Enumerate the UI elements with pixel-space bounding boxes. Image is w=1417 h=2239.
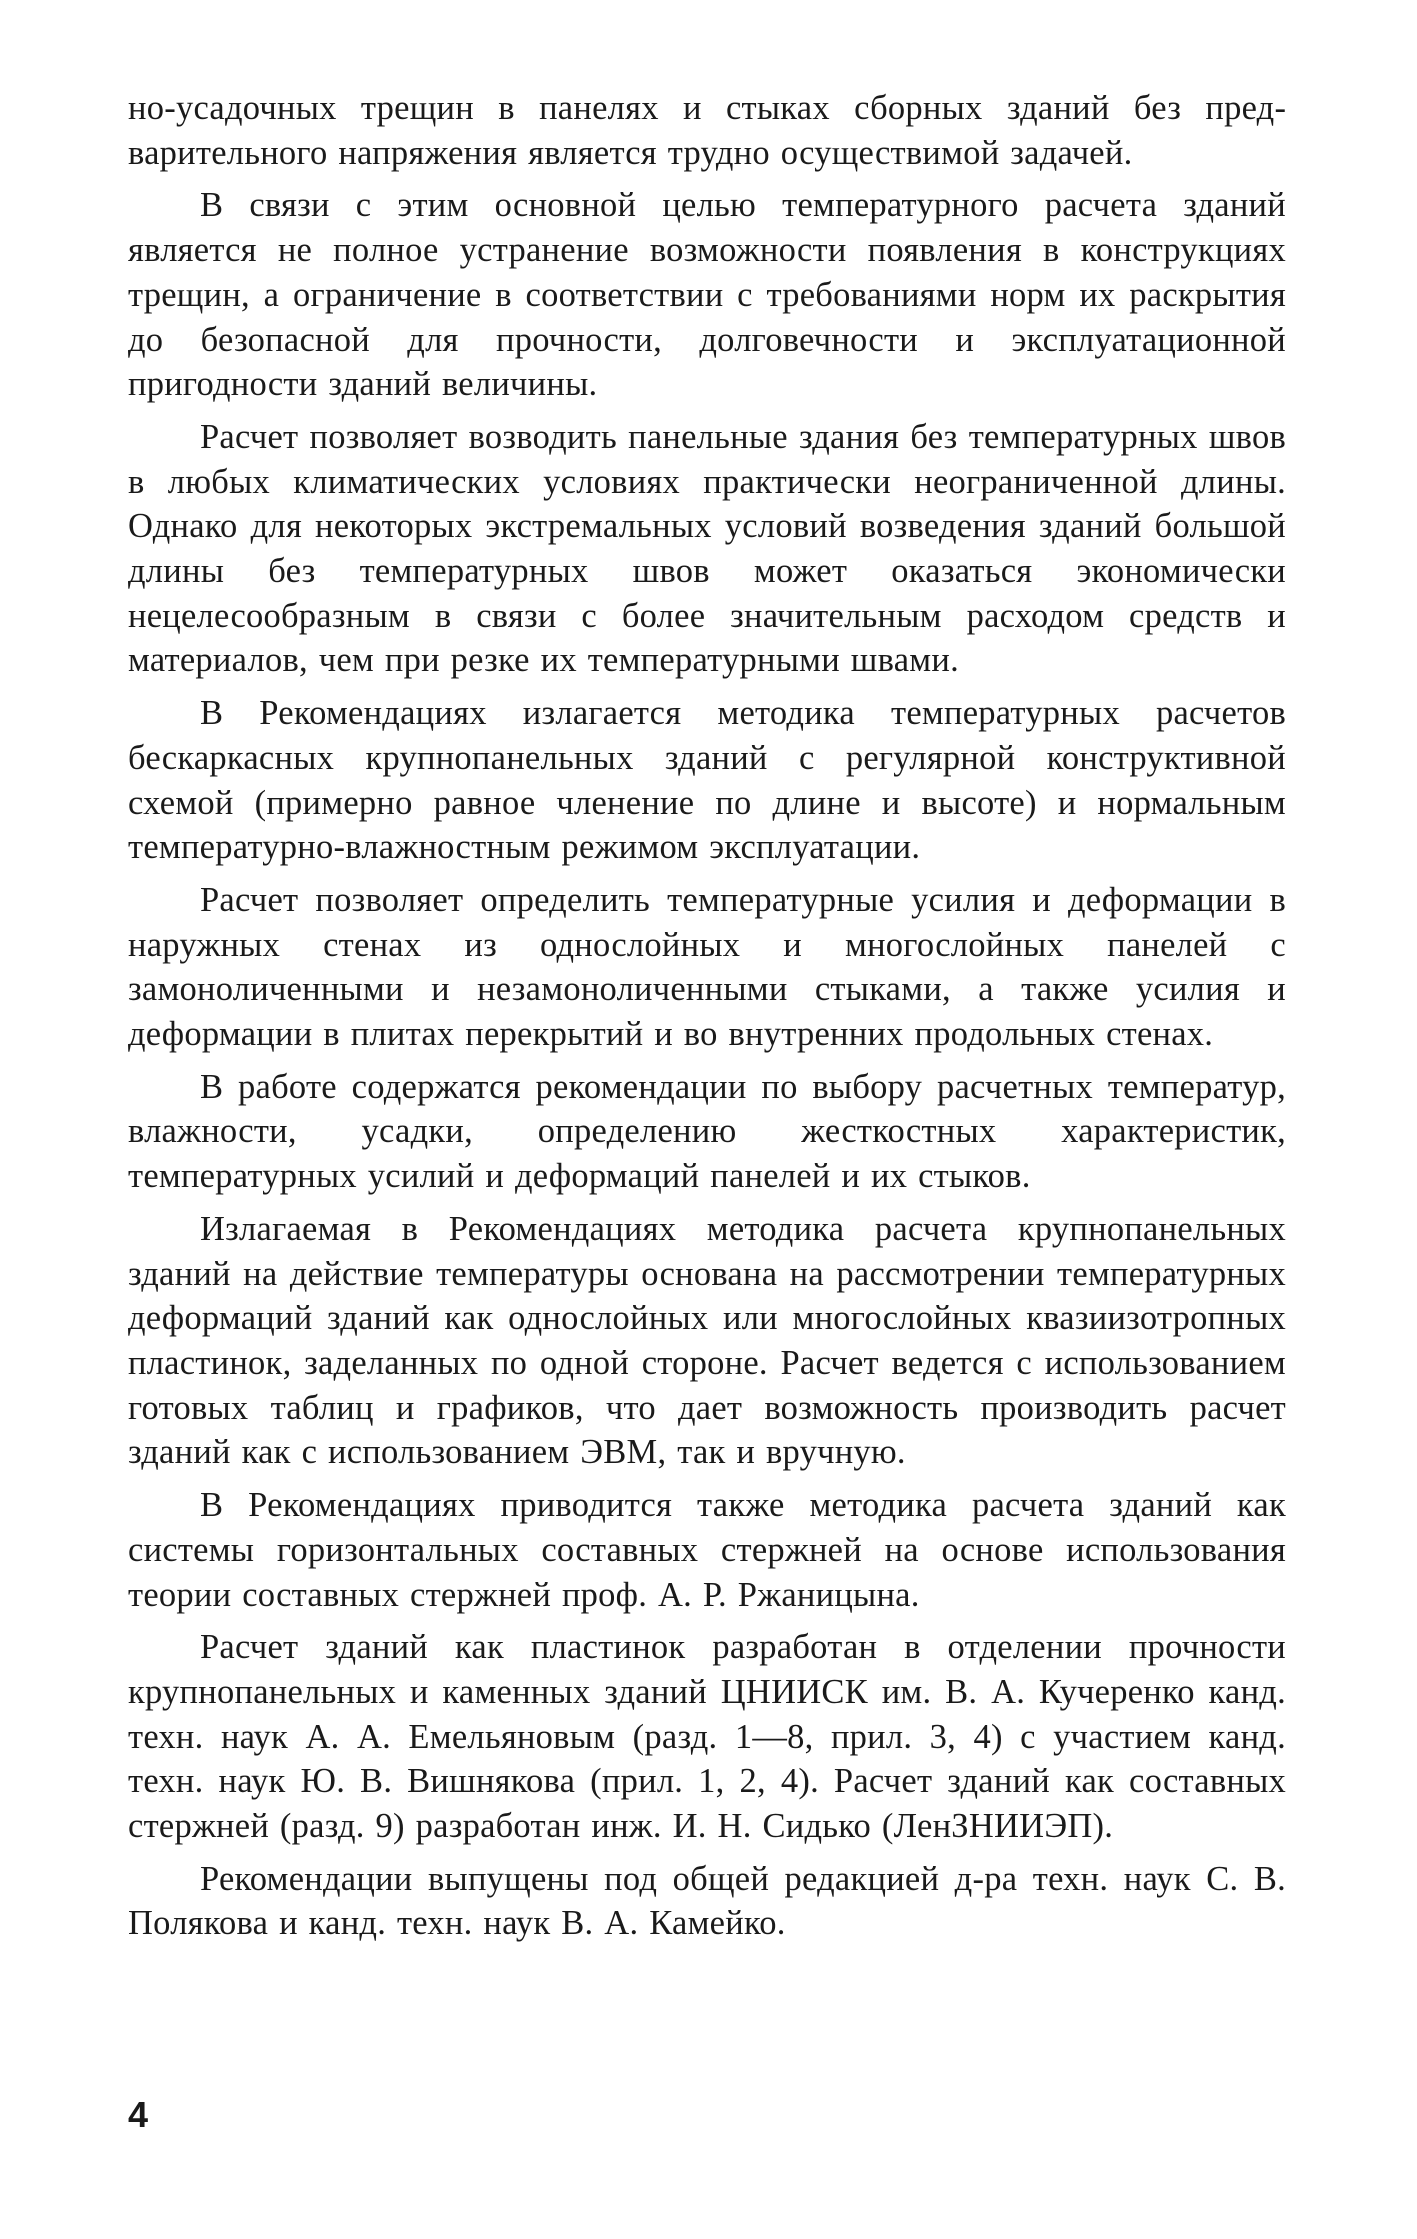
page-body (128, 86, 1286, 1954)
paragraph-5: Расчет позволяет определить температурные усилия и деформации в наружных стенах из однослойных и многослойных панелей с замоноличенными и незамоноличенными стыками, а также усилия и деформации в плитах перекрытий и во внутренних продольных стенах. (128, 880, 1286, 1054)
paragraph-10: Рекомендации выпущены под общей редакцией д-ра техн. наук С. В. Полякова и канд. техн. наук В. А. Камейко. (128, 1859, 1286, 1943)
paragraph-3: Расчет позволяет возводить панельные здания без температурных швов в любых климатических условиях практически неограниченной длины. Однако для некоторых экстремальных условий возведения зданий большой длины без температурных швов может оказаться экономически нецелесообразным в связи с более значительным расходом средств и материалов, чем при резке их температурными швами. (128, 417, 1286, 680)
paragraph-9: Расчет зданий как пластинок разработан в отделении прочности крупнопанельных и каменных зданий ЦНИИСК им. В. А. Кучеренко канд. техн. наук А. А. Емельяновым (разд. 1—8, прил. 3, 4) с участием канд. техн. наук Ю. В. Вишнякова (прил. 1, 2, 4). Расчет зданий как составных стержней (разд. 9) разработан инж. И. Н. Сидько (ЛенЗНИИЭП). (128, 1628, 1286, 1846)
paragraph-4: В Рекомендациях излагается методика температурных расчетов бескаркасных крупнопанельных зданий с регулярной конструктивной схемой (примерно равное членение по длине и высоте) и нормальным температурно-влажностным режимом эксплуатации. (128, 694, 1286, 867)
paragraph-1: но-усадочных трещин в панелях и стыках сборных зданий без предварительного напряжения является трудно осуществимой задачей. (128, 89, 1286, 172)
paragraph-6: В работе содержатся рекомендации по выбору расчетных температур, влажности, усадки, определению жесткостных характеристик, температурных усилий и деформаций панелей и их стыков. (128, 1067, 1286, 1196)
paragraph-2: В связи с этим основной целью температурного расчета зданий является не полное устранение возможности появления в конструкциях трещин, а ограничение в соответствии с требованиями норм их раскрытия до безопасной для прочности, долговечности и эксплуатационной пригодности зданий величины. (128, 186, 1286, 404)
paragraph-8: В Рекомендациях приводится также методика расчета зданий как системы горизонтальных составных стержней на основе использования теории составных стержней проф. А. Р. Ржаницына. (128, 1486, 1286, 1614)
page-number: 4 (128, 2094, 149, 2135)
paragraph-7: Излагаемая в Рекомендациях методика расчета крупнопанельных зданий на действие температуры основана на рассмотрении температурных деформаций зданий как однослойных или многослойных квазиизотропных пластинок, заделанных по одной стороне. Расчет ведется с использованием готовых таблиц и графиков, что дает возможность производить расчет зданий как с использованием ЭВМ, так и вручную. (128, 1209, 1286, 1472)
